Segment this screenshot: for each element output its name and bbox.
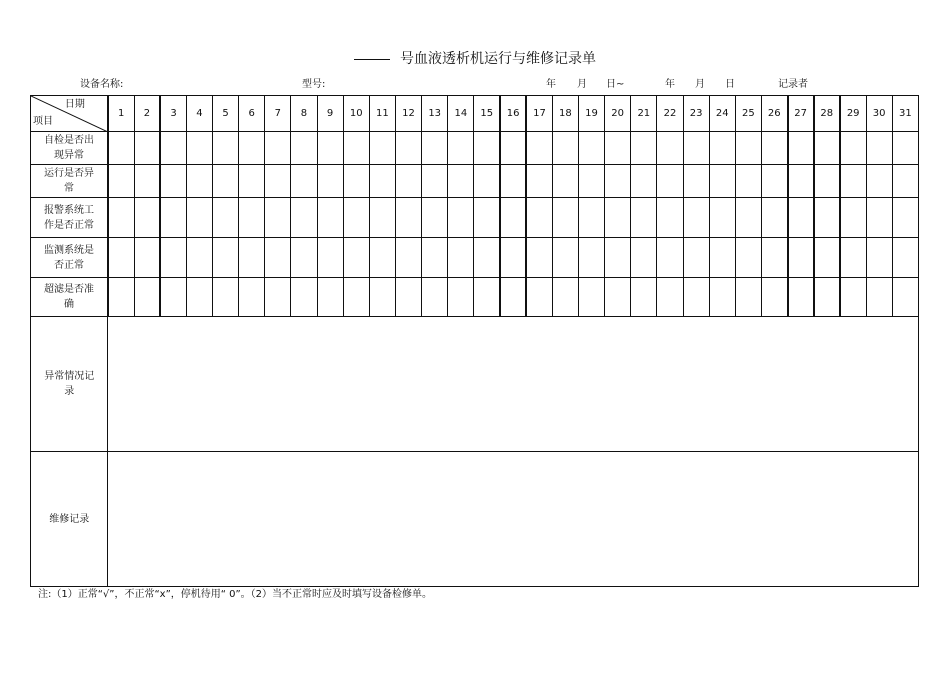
day-check-cell[interactable] xyxy=(814,165,840,198)
day-check-cell[interactable] xyxy=(709,238,735,278)
day-check-cell[interactable] xyxy=(552,278,578,317)
maintenance-record-field[interactable] xyxy=(108,452,919,587)
day-check-cell[interactable] xyxy=(265,198,291,238)
day-check-cell[interactable] xyxy=(892,238,918,278)
day-check-cell[interactable] xyxy=(892,132,918,165)
item-header-label: 项目 xyxy=(33,116,53,127)
day-header: 13 xyxy=(422,96,448,132)
row-label-line: 报警系统工 xyxy=(43,204,94,216)
day-header: 18 xyxy=(552,96,578,132)
day-check-cell[interactable] xyxy=(291,278,317,317)
day-check-cell[interactable] xyxy=(422,278,448,317)
day-check-cell[interactable] xyxy=(709,278,735,317)
end-month-label: 月 xyxy=(695,79,705,90)
day-check-cell[interactable] xyxy=(291,165,317,198)
day-header: 22 xyxy=(657,96,683,132)
day-check-cell[interactable] xyxy=(395,198,421,238)
day-header: 2 xyxy=(134,96,160,132)
row-label-line: 作是否正常 xyxy=(43,219,94,231)
day-check-cell[interactable] xyxy=(526,132,552,165)
day-check-cell[interactable] xyxy=(526,198,552,238)
day-check-cell[interactable] xyxy=(552,198,578,238)
row-label-line: 异常情况记 xyxy=(44,371,95,382)
day-check-cell[interactable] xyxy=(657,198,683,238)
day-check-cell[interactable] xyxy=(212,278,238,317)
end-year-label: 年 xyxy=(665,79,675,90)
day-check-cell[interactable] xyxy=(239,198,265,238)
day-check-cell[interactable] xyxy=(526,238,552,278)
day-check-cell[interactable] xyxy=(108,238,134,278)
day-check-cell[interactable] xyxy=(160,278,186,317)
day-check-cell[interactable] xyxy=(343,238,369,278)
day-check-cell[interactable] xyxy=(866,198,892,238)
day-check-cell[interactable] xyxy=(212,165,238,198)
day-check-cell[interactable] xyxy=(657,238,683,278)
day-check-cell[interactable] xyxy=(108,278,134,317)
day-check-cell[interactable] xyxy=(239,238,265,278)
row-label-line: 监测系统是 xyxy=(43,244,94,256)
day-check-cell[interactable] xyxy=(735,132,761,165)
day-check-cell[interactable] xyxy=(683,165,709,198)
day-check-cell[interactable] xyxy=(814,278,840,317)
day-check-cell[interactable] xyxy=(578,278,604,317)
maintenance-record-row xyxy=(31,452,919,587)
day-header: 8 xyxy=(291,96,317,132)
day-check-cell[interactable] xyxy=(735,198,761,238)
start-year-label: 年 xyxy=(546,79,556,90)
day-check-cell[interactable] xyxy=(709,198,735,238)
day-check-cell[interactable] xyxy=(343,132,369,165)
day-check-cell[interactable] xyxy=(343,165,369,198)
day-check-cell[interactable] xyxy=(578,238,604,278)
day-check-cell[interactable] xyxy=(265,278,291,317)
row-label-line: 运行是否异 xyxy=(43,168,94,179)
day-check-cell[interactable] xyxy=(578,132,604,165)
day-check-cell[interactable] xyxy=(474,278,500,317)
check-row xyxy=(31,132,919,165)
day-check-cell[interactable] xyxy=(448,165,474,198)
day-check-cell[interactable] xyxy=(657,132,683,165)
day-check-cell[interactable] xyxy=(134,198,160,238)
day-check-cell[interactable] xyxy=(474,198,500,238)
row-label xyxy=(31,198,108,238)
day-check-cell[interactable] xyxy=(343,198,369,238)
day-check-cell[interactable] xyxy=(395,278,421,317)
day-check-cell[interactable] xyxy=(108,165,134,198)
day-check-cell[interactable] xyxy=(866,132,892,165)
day-header: 21 xyxy=(631,96,657,132)
day-check-cell[interactable] xyxy=(317,238,343,278)
day-check-cell[interactable] xyxy=(866,238,892,278)
day-check-cell[interactable] xyxy=(317,198,343,238)
day-check-cell[interactable] xyxy=(526,278,552,317)
start-month-label: 月 xyxy=(577,79,587,90)
maintenance-record-label: 维修记录 xyxy=(31,452,108,587)
day-check-cell[interactable] xyxy=(788,165,814,198)
date-header-label: 日期 xyxy=(64,99,85,110)
day-check-cell[interactable] xyxy=(474,165,500,198)
day-header: 16 xyxy=(500,96,526,132)
day-check-cell[interactable] xyxy=(552,132,578,165)
day-check-cell[interactable] xyxy=(552,238,578,278)
day-check-cell[interactable] xyxy=(422,198,448,238)
row-label xyxy=(31,278,108,317)
form-title xyxy=(0,50,950,68)
day-check-cell[interactable] xyxy=(369,165,395,198)
check-row xyxy=(31,278,919,317)
day-check-cell[interactable] xyxy=(186,198,212,238)
day-header: 12 xyxy=(395,96,421,132)
day-check-cell[interactable] xyxy=(422,165,448,198)
day-check-cell[interactable] xyxy=(788,198,814,238)
day-check-cell[interactable] xyxy=(395,132,421,165)
row-label-line: 超滤是否准 xyxy=(43,284,94,295)
day-check-cell[interactable] xyxy=(500,165,526,198)
day-header: 26 xyxy=(761,96,787,132)
day-check-cell[interactable] xyxy=(761,198,787,238)
day-check-cell[interactable] xyxy=(866,165,892,198)
day-check-cell[interactable] xyxy=(788,238,814,278)
day-check-cell[interactable] xyxy=(840,198,866,238)
day-check-cell[interactable] xyxy=(631,238,657,278)
day-check-cell[interactable] xyxy=(422,238,448,278)
day-check-cell[interactable] xyxy=(552,165,578,198)
record-table xyxy=(30,95,919,587)
day-check-cell[interactable] xyxy=(186,132,212,165)
day-check-cell[interactable] xyxy=(735,165,761,198)
day-check-cell[interactable] xyxy=(343,278,369,317)
row-label-line: 常 xyxy=(63,183,74,194)
day-check-cell[interactable] xyxy=(814,198,840,238)
day-header: 24 xyxy=(709,96,735,132)
day-header: 31 xyxy=(892,96,918,132)
day-check-cell[interactable] xyxy=(212,238,238,278)
day-header: 20 xyxy=(605,96,631,132)
day-header: 30 xyxy=(866,96,892,132)
title-text: 号血液透析机运行与维修记录单 xyxy=(400,51,596,67)
day-check-cell[interactable] xyxy=(657,278,683,317)
day-check-cell[interactable] xyxy=(761,165,787,198)
day-check-cell[interactable] xyxy=(683,278,709,317)
day-check-cell[interactable] xyxy=(160,165,186,198)
day-header: 9 xyxy=(317,96,343,132)
day-check-cell[interactable] xyxy=(605,165,631,198)
abnormal-record-label xyxy=(31,317,108,452)
day-check-cell[interactable] xyxy=(605,238,631,278)
day-check-cell[interactable] xyxy=(134,165,160,198)
day-check-cell[interactable] xyxy=(683,132,709,165)
day-check-cell[interactable] xyxy=(369,198,395,238)
day-check-cell[interactable] xyxy=(683,198,709,238)
day-check-cell[interactable] xyxy=(160,198,186,238)
end-day-label: 日 xyxy=(725,79,735,90)
day-check-cell[interactable] xyxy=(761,132,787,165)
day-check-cell[interactable] xyxy=(474,132,500,165)
day-header: 17 xyxy=(526,96,552,132)
title-number-blank[interactable] xyxy=(354,59,390,60)
day-check-cell[interactable] xyxy=(605,132,631,165)
day-check-cell[interactable] xyxy=(108,198,134,238)
day-check-cell[interactable] xyxy=(892,165,918,198)
day-header: 10 xyxy=(343,96,369,132)
day-check-cell[interactable] xyxy=(160,238,186,278)
check-row xyxy=(31,238,919,278)
row-label xyxy=(31,238,108,278)
diagonal-header-cell xyxy=(31,96,108,132)
day-check-cell[interactable] xyxy=(840,238,866,278)
day-check-cell[interactable] xyxy=(448,238,474,278)
day-check-cell[interactable] xyxy=(840,165,866,198)
day-check-cell[interactable] xyxy=(160,132,186,165)
day-check-cell[interactable] xyxy=(788,278,814,317)
day-check-cell[interactable] xyxy=(526,165,552,198)
day-header: 3 xyxy=(160,96,186,132)
abnormal-record-field[interactable] xyxy=(108,317,919,452)
day-check-cell[interactable] xyxy=(866,278,892,317)
start-day-label: 日~ xyxy=(606,79,625,90)
day-check-cell[interactable] xyxy=(134,132,160,165)
day-check-cell[interactable] xyxy=(840,132,866,165)
day-check-cell[interactable] xyxy=(892,278,918,317)
day-header: 23 xyxy=(683,96,709,132)
day-header: 11 xyxy=(369,96,395,132)
day-check-cell[interactable] xyxy=(239,278,265,317)
day-check-cell[interactable] xyxy=(605,278,631,317)
day-check-cell[interactable] xyxy=(788,132,814,165)
day-check-cell[interactable] xyxy=(761,278,787,317)
recorder-label: 记录者 xyxy=(778,79,808,90)
day-check-cell[interactable] xyxy=(500,278,526,317)
day-check-cell[interactable] xyxy=(369,278,395,317)
day-check-cell[interactable] xyxy=(474,238,500,278)
day-check-cell[interactable] xyxy=(578,198,604,238)
day-header: 25 xyxy=(735,96,761,132)
day-check-cell[interactable] xyxy=(448,278,474,317)
header-row xyxy=(31,96,919,132)
day-check-cell[interactable] xyxy=(369,238,395,278)
day-check-cell[interactable] xyxy=(239,132,265,165)
model-label: 型号: xyxy=(302,79,326,90)
day-check-cell[interactable] xyxy=(631,132,657,165)
day-header: 15 xyxy=(474,96,500,132)
day-check-cell[interactable] xyxy=(761,238,787,278)
day-check-cell[interactable] xyxy=(631,165,657,198)
row-label xyxy=(31,132,108,165)
day-header: 7 xyxy=(265,96,291,132)
day-header: 1 xyxy=(108,96,134,132)
day-check-cell[interactable] xyxy=(239,165,265,198)
day-check-cell[interactable] xyxy=(631,278,657,317)
abnormal-record-row xyxy=(31,317,919,452)
day-check-cell[interactable] xyxy=(500,238,526,278)
day-check-cell[interactable] xyxy=(317,278,343,317)
day-check-cell[interactable] xyxy=(186,278,212,317)
day-check-cell[interactable] xyxy=(709,165,735,198)
day-check-cell[interactable] xyxy=(369,132,395,165)
row-label-line: 自检是否出 xyxy=(43,135,94,146)
day-check-cell[interactable] xyxy=(212,132,238,165)
day-check-cell[interactable] xyxy=(422,132,448,165)
day-check-cell[interactable] xyxy=(683,238,709,278)
day-check-cell[interactable] xyxy=(578,165,604,198)
day-check-cell[interactable] xyxy=(291,238,317,278)
day-check-cell[interactable] xyxy=(317,132,343,165)
day-check-cell[interactable] xyxy=(186,238,212,278)
day-check-cell[interactable] xyxy=(291,198,317,238)
day-header: 27 xyxy=(788,96,814,132)
day-header: 6 xyxy=(239,96,265,132)
row-label-line: 确 xyxy=(63,299,74,310)
day-check-cell[interactable] xyxy=(657,165,683,198)
day-check-cell[interactable] xyxy=(265,238,291,278)
day-check-cell[interactable] xyxy=(317,165,343,198)
day-check-cell[interactable] xyxy=(814,238,840,278)
day-check-cell[interactable] xyxy=(395,165,421,198)
row-label-line: 录 xyxy=(64,386,75,397)
day-check-cell[interactable] xyxy=(186,165,212,198)
day-header: 29 xyxy=(840,96,866,132)
day-check-cell[interactable] xyxy=(265,132,291,165)
row-label-line: 否正常 xyxy=(53,259,84,271)
day-check-cell[interactable] xyxy=(631,198,657,238)
day-check-cell[interactable] xyxy=(814,132,840,165)
check-row xyxy=(31,198,919,238)
day-header: 14 xyxy=(448,96,474,132)
day-check-cell[interactable] xyxy=(395,238,421,278)
day-check-cell[interactable] xyxy=(500,132,526,165)
day-check-cell[interactable] xyxy=(448,198,474,238)
day-check-cell[interactable] xyxy=(735,278,761,317)
day-check-cell[interactable] xyxy=(709,132,735,165)
day-header: 19 xyxy=(578,96,604,132)
day-header: 4 xyxy=(186,96,212,132)
day-check-cell[interactable] xyxy=(500,198,526,238)
day-check-cell[interactable] xyxy=(448,132,474,165)
check-row xyxy=(31,165,919,198)
day-header: 5 xyxy=(212,96,238,132)
day-header: 28 xyxy=(814,96,840,132)
day-check-cell[interactable] xyxy=(108,132,134,165)
day-check-cell[interactable] xyxy=(212,198,238,238)
row-label-line: 现异常 xyxy=(53,150,84,161)
day-check-cell[interactable] xyxy=(892,198,918,238)
day-check-cell[interactable] xyxy=(735,238,761,278)
day-check-cell[interactable] xyxy=(134,278,160,317)
footnote: 注:（1）正常“√”，不正常“x”，停机待用“ 0”。（2）当不正常时应及时填写设备检修单。 xyxy=(38,589,433,600)
day-check-cell[interactable] xyxy=(605,198,631,238)
row-label xyxy=(31,165,108,198)
day-check-cell[interactable] xyxy=(291,132,317,165)
day-check-cell[interactable] xyxy=(265,165,291,198)
device-name-label: 设备名称: xyxy=(80,79,124,90)
day-check-cell[interactable] xyxy=(134,238,160,278)
day-check-cell[interactable] xyxy=(840,278,866,317)
